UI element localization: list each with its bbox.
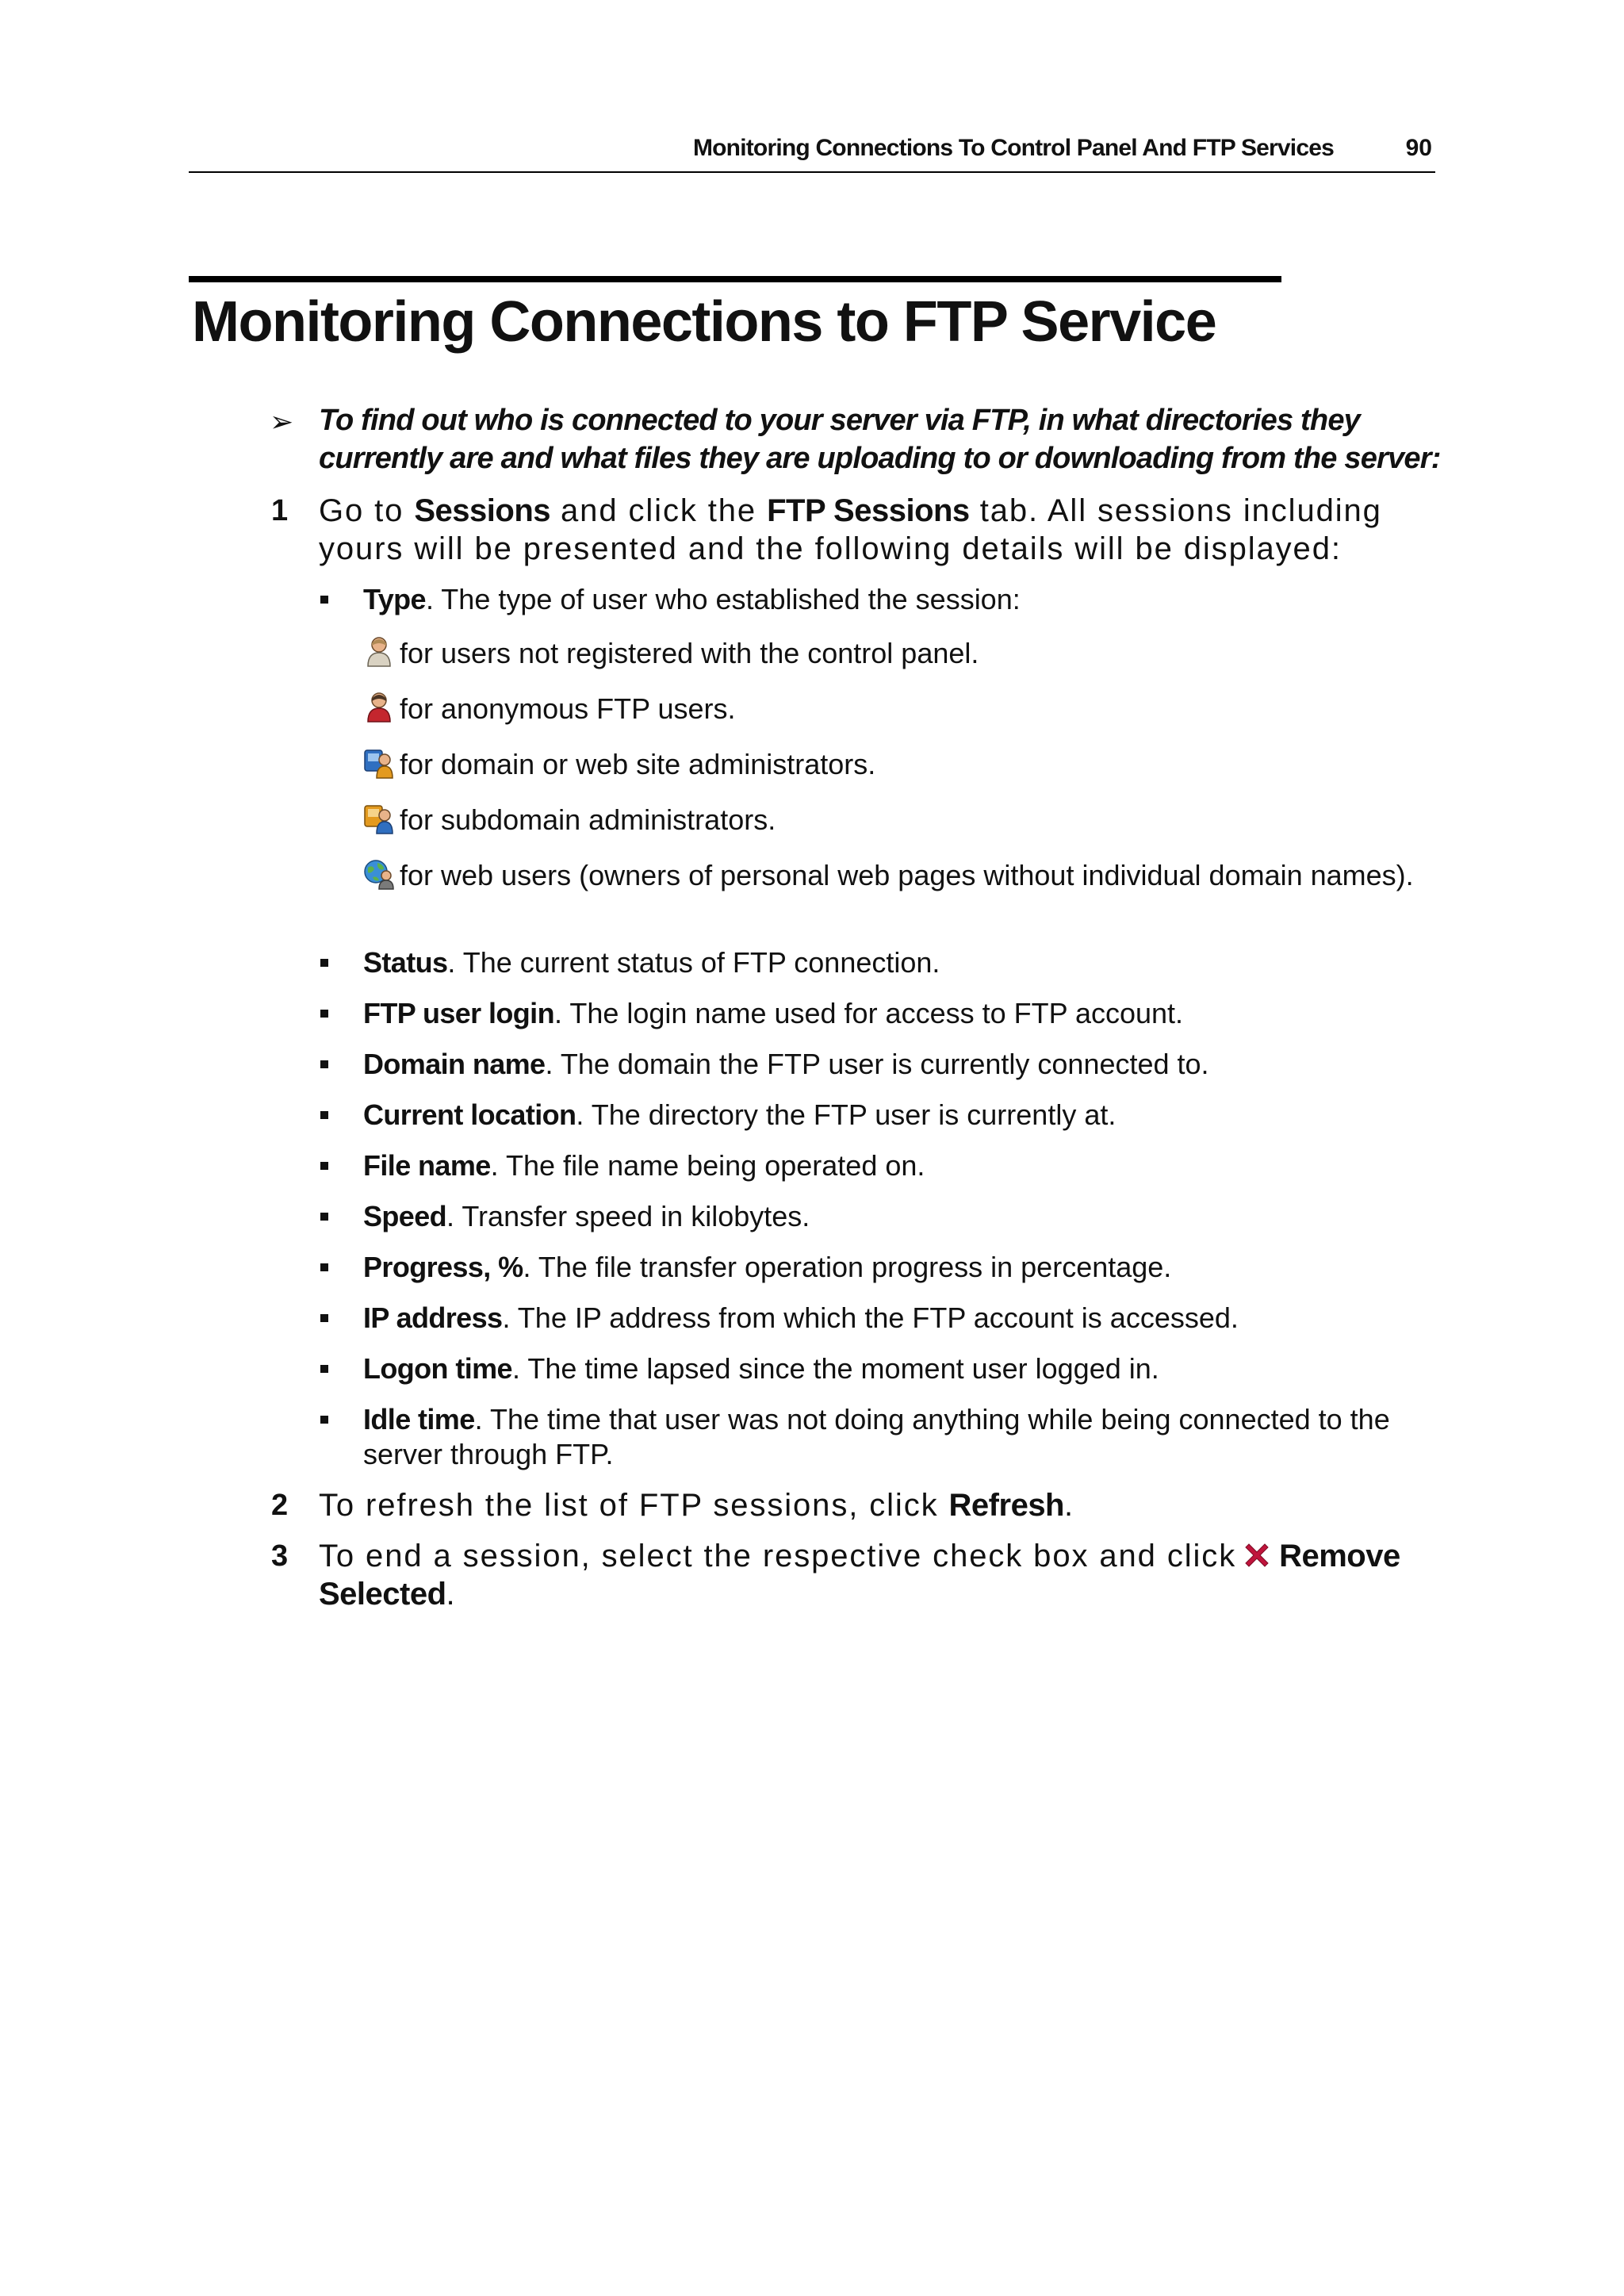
square-bullet-icon [320,1314,328,1322]
detail-desc: . The domain the FTP user is currently connected to. [545,1048,1209,1080]
step-text-part: To refresh the list of FTP sessions, click [319,1488,949,1523]
step-text-part: To end a session, select the respective check box and click [319,1539,1237,1573]
detail-term: Current location [363,1098,576,1131]
user-type-text: for subdomain administrators. [400,803,776,836]
step-text-part: tab. All sessions including yours will be presented and the following details will be displayed: [319,493,1382,566]
user-type-text: for users not registered with the control panel. [400,637,979,669]
detail-text [363,996,1442,1031]
detail-text [363,1351,1442,1386]
header-title: Monitoring Connections To Control Panel And FTP Services [692,135,1334,161]
step-text [319,1486,1445,1524]
step-number: 2 [271,1489,289,1522]
detail-text [363,1402,1442,1472]
square-bullet-icon [320,1111,328,1119]
subdomain-admin-icon [363,803,395,834]
arrow-bullet-icon: ➢ [270,405,294,438]
remove-icon [1243,1541,1271,1570]
detail-desc: . The directory the FTP user is currently at. [576,1098,1116,1131]
step-text-part: . [1064,1488,1075,1523]
step-text-part: . [446,1577,457,1612]
step-text [319,1537,1445,1613]
square-bullet-icon [320,1263,328,1271]
user-type-subdomain-admin [363,803,1442,838]
step-text-part: and click the [550,493,768,528]
square-bullet-icon [320,1060,328,1068]
square-bullet-icon [320,1213,328,1221]
detail-text [363,1250,1442,1285]
domain-admin-icon [363,747,395,779]
anonymous-user-icon [363,692,395,723]
detail-term: Logon time [363,1352,512,1385]
detail-desc: . The time that user was not doing anything while being connected to the server through FTP. [363,1403,1390,1470]
detail-desc: . The time lapsed since the moment user logged in. [511,1352,1159,1385]
user-type-text: for domain or web site administrators. [400,748,876,780]
detail-text [363,1301,1442,1336]
detail-term: Progress, % [363,1251,523,1283]
intro-text: To find out who is connected to your server via FTP, in what directories they currently are and what files they are uploading to or downloading from the server: [319,404,1441,475]
detail-desc: . The login name used for access to FTP account. [553,997,1184,1029]
detail-term: IP address [363,1301,503,1334]
detail-desc: . The type of user who established the session: [425,583,1021,615]
square-bullet-icon [320,1162,328,1170]
web-user-icon [363,858,395,890]
step-number: 3 [271,1539,289,1573]
user-type-web-user [363,858,1442,893]
page-number: 90 [1405,135,1432,161]
remove-selected-label: Remove Selected [319,1539,1400,1612]
square-bullet-icon [320,1010,328,1018]
detail-text [363,1098,1442,1133]
user-type-domain-admin [363,747,1442,782]
square-bullet-icon [320,596,328,604]
detail-term: Speed [363,1200,447,1232]
step-text-part: Go to [319,493,415,528]
refresh-label: Refresh [948,1488,1064,1523]
square-bullet-icon [320,959,328,967]
detail-term: Type [363,583,426,615]
detail-text [363,1047,1442,1082]
ftp-sessions-tab-label: FTP Sessions [767,493,970,528]
square-bullet-icon [320,1365,328,1373]
unregistered-user-icon [363,636,395,668]
detail-term: Domain name [363,1048,546,1080]
detail-term: Status [363,946,448,979]
user-type-anonymous [363,692,1442,726]
section-title: Monitoring Connections to FTP Service [192,290,1216,354]
detail-text [363,945,1442,980]
user-type-text: for web users (owners of personal web pages without individual domain names). [400,859,1414,891]
step-text [319,492,1445,568]
detail-text [363,1199,1442,1234]
square-bullet-icon [320,1416,328,1424]
sessions-label: Sessions [414,493,551,528]
detail-desc: . The IP address from which the FTP account is accessed. [502,1301,1239,1334]
detail-text [363,582,1442,617]
user-type-text: for anonymous FTP users. [400,692,736,725]
user-type-unregistered [363,636,1442,671]
detail-desc: . The file name being operated on. [490,1149,925,1182]
detail-term: Idle time [363,1403,475,1435]
step-number: 1 [271,494,289,527]
detail-term: FTP user login [363,997,554,1029]
detail-desc: . The file transfer operation progress in percentage. [523,1251,1172,1283]
detail-desc: . Transfer speed in kilobytes. [446,1200,810,1232]
page-header [189,133,1435,173]
detail-term: File name [363,1149,491,1182]
title-rule [189,276,1281,282]
detail-text [363,1148,1442,1183]
detail-desc: . The current status of FTP connection. [447,946,940,979]
